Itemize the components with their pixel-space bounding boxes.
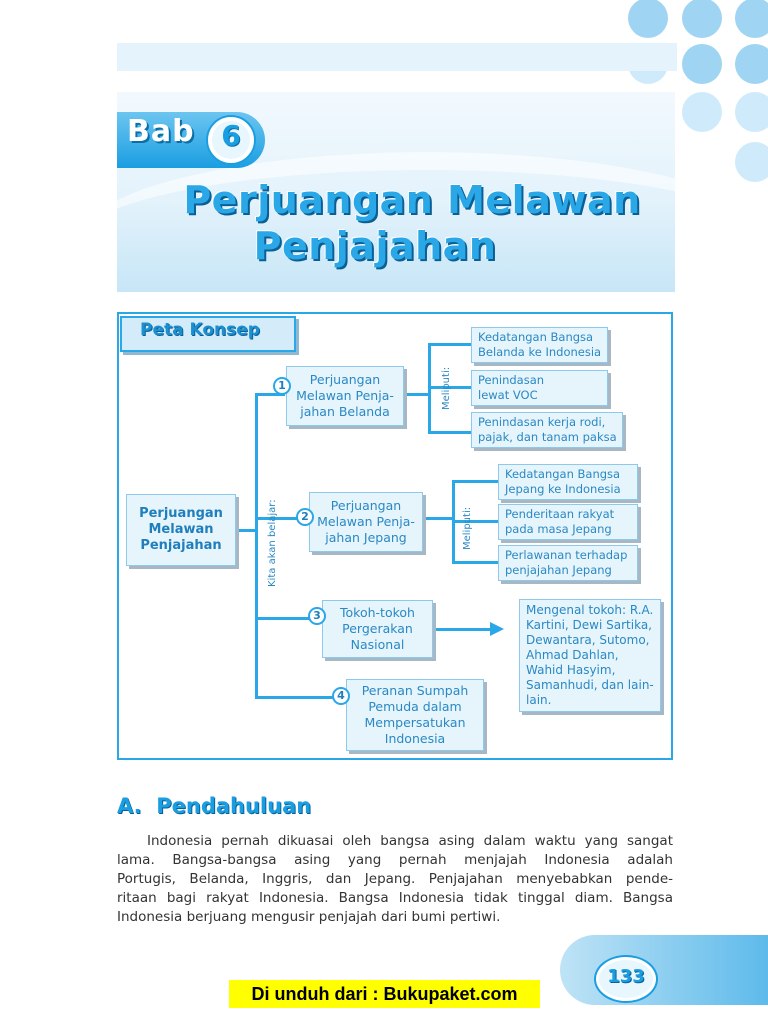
connector-line xyxy=(255,393,258,698)
paragraph-line: Indonesia pernah dikuasai oleh bangsa asing dalam waktu yang sangat xyxy=(147,833,673,849)
page-number: 133 xyxy=(607,966,645,987)
branch-2-sub-label: Meliputi: xyxy=(462,506,473,550)
branch-1-item-text: Penindasan lewat VOC xyxy=(478,373,545,402)
branch-4-number: 4 xyxy=(332,687,350,705)
branch-1-label: Perjuangan Melawan Penja-jahan Belanda xyxy=(296,372,394,419)
connector-line xyxy=(237,529,257,532)
chapter-label: Bab xyxy=(127,114,195,149)
branch-2-item xyxy=(498,504,638,540)
decorative-dot xyxy=(735,0,768,38)
paragraph-line: lama. Bangsa-bangsa asing yang pernah menjajah Indonesia adalah xyxy=(117,852,673,868)
branch-2-number: 2 xyxy=(296,508,314,526)
chapter-number: 6 xyxy=(221,119,241,152)
branch-1-item xyxy=(471,327,608,363)
branch-2-item-text: Penderitaan rakyat pada masa Jepang xyxy=(505,507,615,536)
decorative-dot xyxy=(735,92,768,132)
branch-1-item-text: Penindasan kerja rodi, pajak, dan tanam paksa xyxy=(478,415,617,444)
connector-line xyxy=(452,480,498,483)
branch-3-detail xyxy=(519,599,661,712)
branch-2-item-text: Perlawanan terhadap penjajahan Jepang xyxy=(505,548,628,577)
decorative-dot xyxy=(682,0,722,38)
connector-line xyxy=(423,517,454,520)
branch-3-label: Tokoh-tokoh Pergerakan Nasional xyxy=(340,605,415,652)
branch-3-detail-text: Mengenal tokoh: R.A. Kartini, Dewi Sartika, Dewantara, Sutomo, Ahmad Dahlan, Wahid Hasyim, Samanhudi, dan lain-lain. xyxy=(526,603,654,707)
concept-root-label: Perjuangan Melawan Penjajahan xyxy=(139,506,223,553)
connector-line xyxy=(428,343,472,346)
concept-root xyxy=(126,494,236,566)
branch-2-item-text: Kedatangan Bangsa Jepang ke Indonesia xyxy=(505,467,621,496)
branch-4-box xyxy=(346,679,484,751)
connector-label: Kita akan belajar: xyxy=(267,499,278,587)
connector-line xyxy=(452,561,498,564)
decorative-dot xyxy=(735,44,768,84)
branch-1-number: 1 xyxy=(273,377,291,395)
connector-line xyxy=(428,431,472,434)
decorative-dot xyxy=(682,44,722,84)
download-footer: Di unduh dari : Bukupaket.com xyxy=(229,980,540,1008)
decorative-dot xyxy=(735,142,768,182)
paragraph-line: Portugis, Belanda, Inggris, dan Jepang. Penjajahan menyebabkan pende- xyxy=(117,871,673,887)
decorative-dot xyxy=(628,0,668,38)
page-number-decoration xyxy=(560,935,768,1005)
connector-line xyxy=(433,628,495,631)
section-paragraph xyxy=(117,832,673,927)
section-heading: A. Pendahuluan xyxy=(117,794,312,818)
branch-2-label: Perjuangan Melawan Penja-jahan Jepang xyxy=(317,498,415,545)
header-strip xyxy=(117,43,677,71)
branch-2-item xyxy=(498,545,638,581)
branch-1-item xyxy=(471,412,623,448)
branch-1-sub-label: Meliputi: xyxy=(441,366,452,410)
paragraph-line: Indonesia berjuang mengusir penjajah dari bumi pertiwi. xyxy=(117,909,501,925)
connector-line xyxy=(452,520,498,523)
branch-2-item xyxy=(498,464,638,500)
chapter-title-line2: Penjajahan xyxy=(253,224,497,268)
connector-line xyxy=(404,393,430,396)
paragraph-line: ritaan bagi rakyat Indonesia. Bangsa Indonesia tidak tinggal diam. Bangsa xyxy=(117,890,673,906)
chapter-title-line1: Perjuangan Melawan xyxy=(183,178,641,222)
decorative-dot xyxy=(682,92,722,132)
branch-1-item-text: Kedatangan Bangsa Belanda ke Indonesia xyxy=(478,330,602,359)
branch-1-box xyxy=(286,366,404,426)
branch-4-label: Peranan Sumpah Pemuda dalam Mempersatukan Indonesia xyxy=(361,683,469,746)
concept-map-heading: Peta Konsep xyxy=(140,320,260,340)
arrow-right-icon xyxy=(490,622,504,636)
branch-3-number: 3 xyxy=(308,607,326,625)
branch-1-item xyxy=(471,370,608,406)
branch-3-box xyxy=(322,600,433,658)
branch-2-box xyxy=(309,492,423,552)
